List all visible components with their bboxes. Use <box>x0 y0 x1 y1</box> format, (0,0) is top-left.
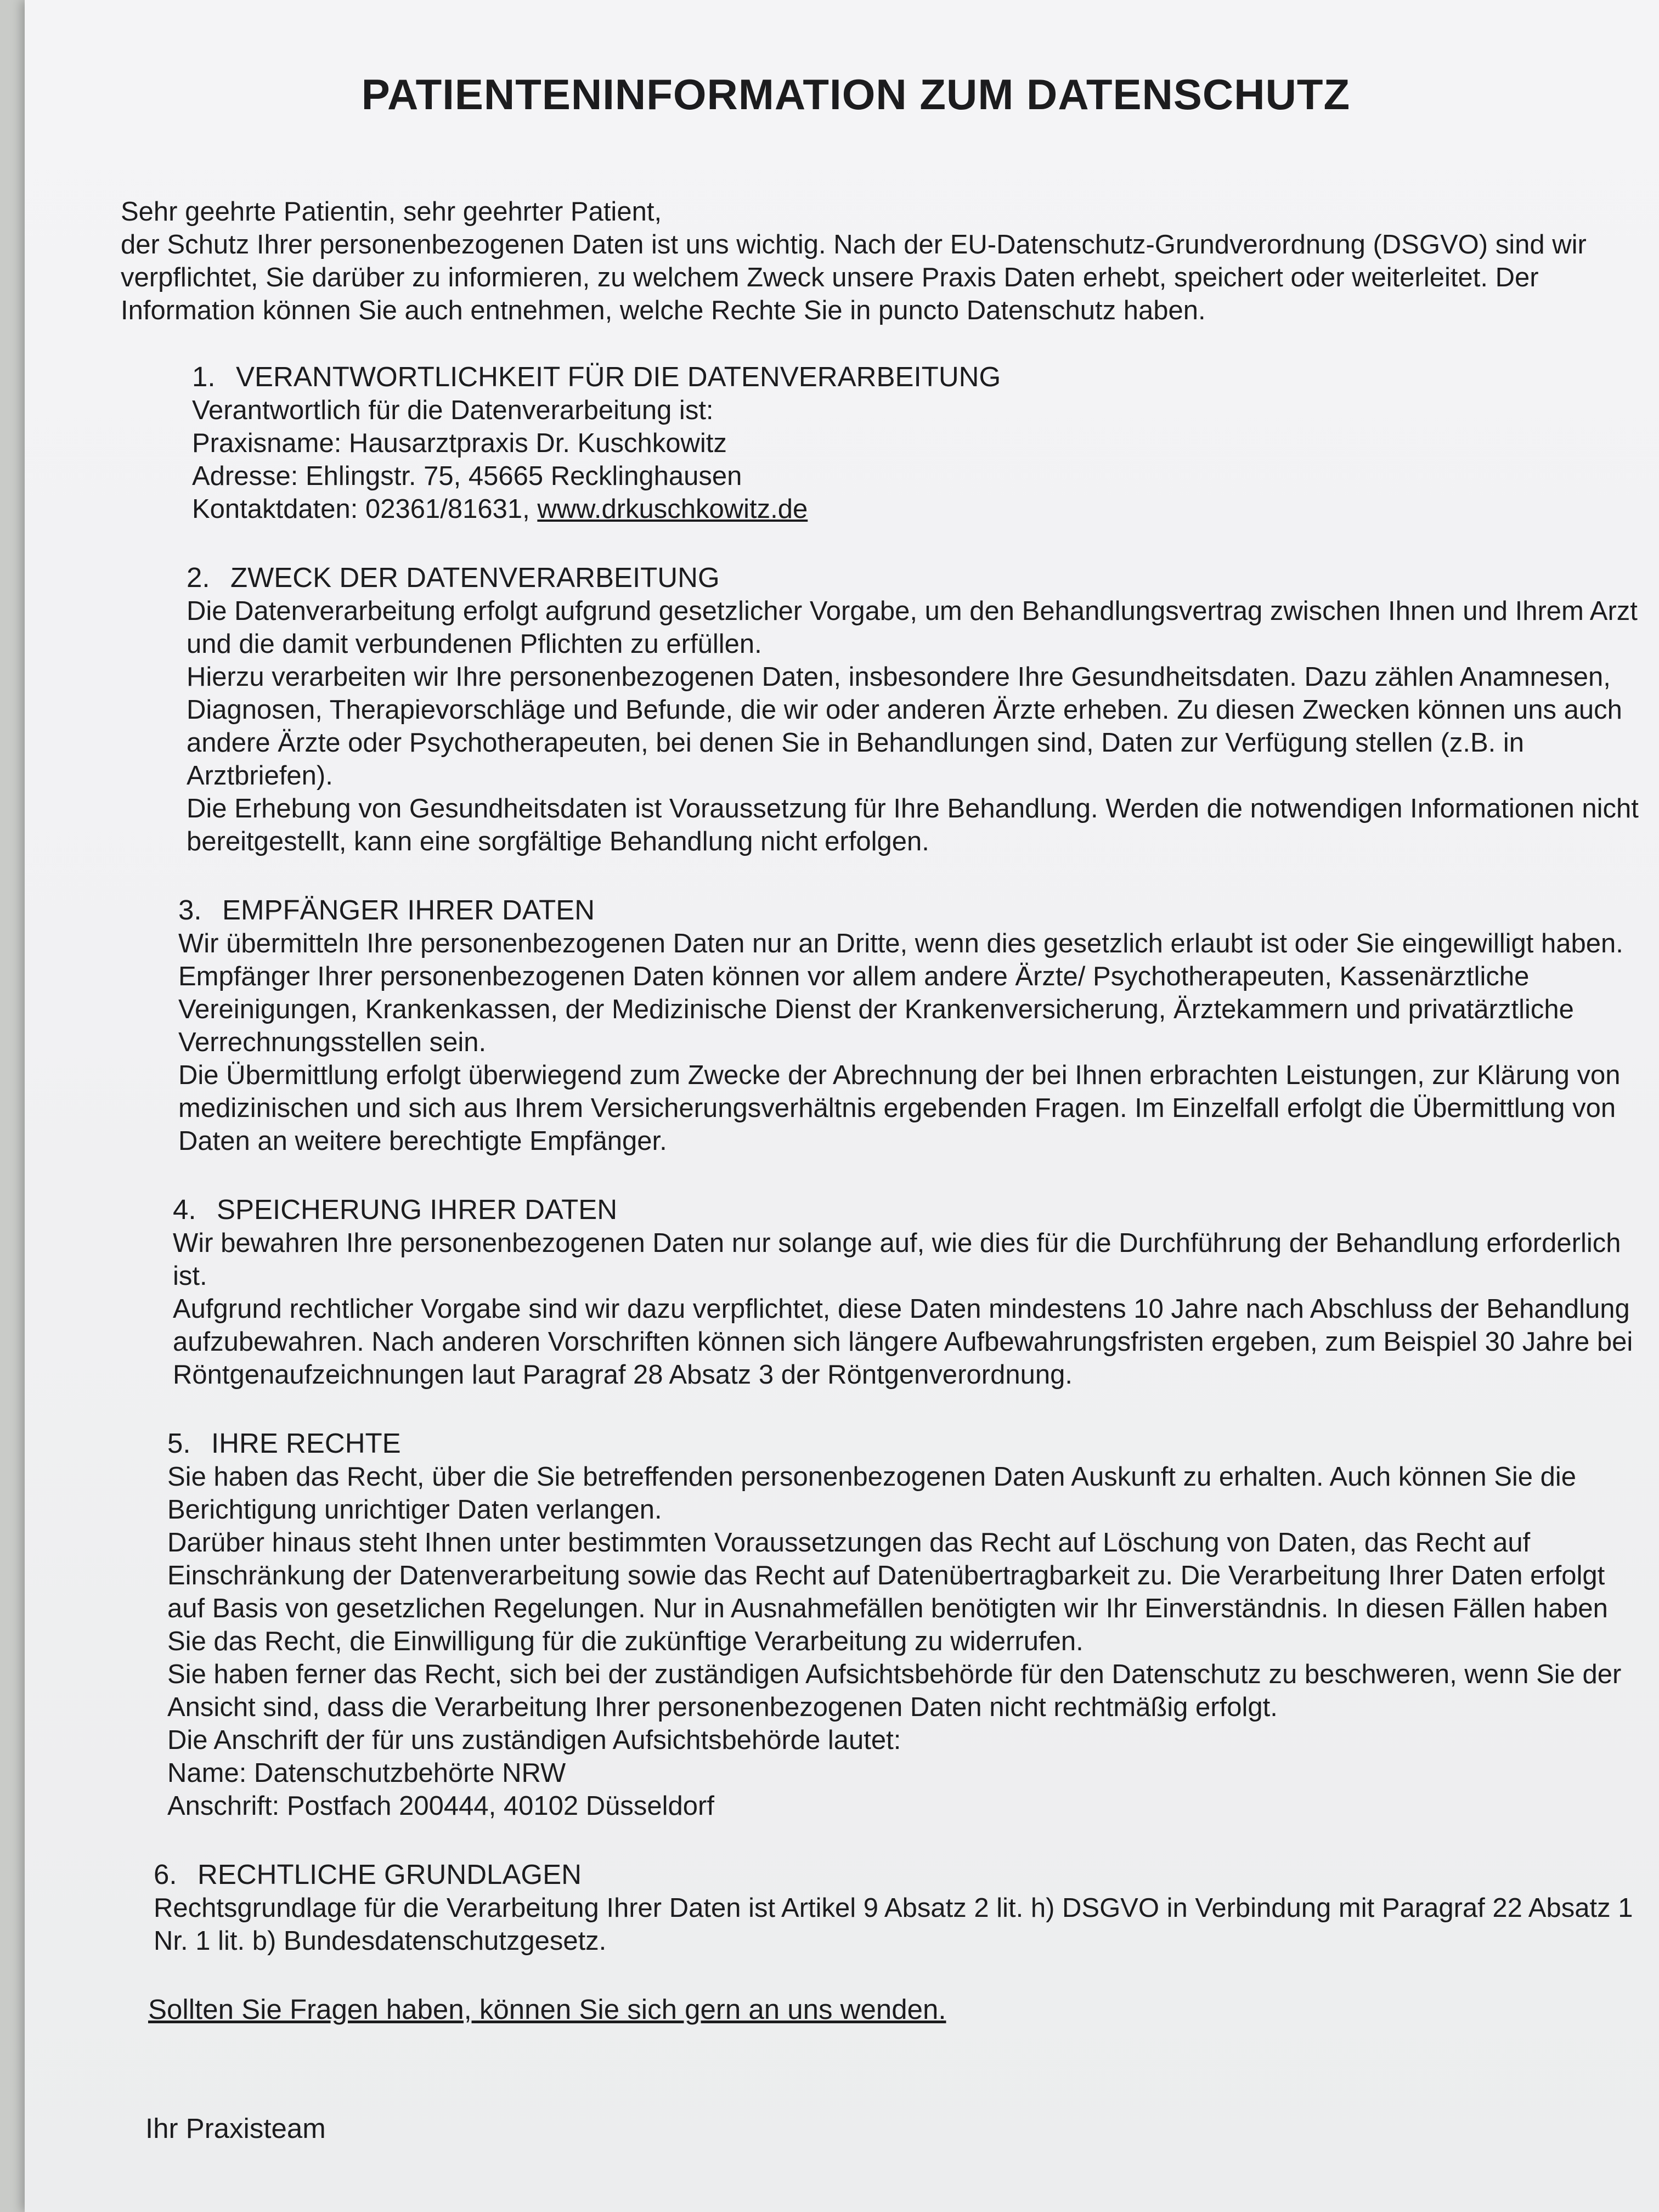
section-purpose <box>187 561 1640 858</box>
paragraph: Rechtsgrundlage für die Verarbeitung Ihrer Daten ist Artikel 9 Absatz 2 lit. h) DSGVO in Verbindung mit Paragraf 22 Absatz 1 Nr. 1 lit. b) Bundesdatenschutzgesetz. <box>154 1893 1633 1956</box>
section-content <box>173 1227 1640 1391</box>
practice-name: Praxisname: Hausarztpraxis Dr. Kuschkowitz <box>192 428 727 458</box>
authority-name: Name: Datenschutzbehörte NRW <box>167 1758 566 1788</box>
section-heading <box>178 893 1640 927</box>
section-heading <box>187 561 1640 595</box>
intro-paragraph: der Schutz Ihrer personenbezogenen Daten ist uns wichtig. Nach der EU-Datenschutz-Grundverordnung (DSGVO) sind wir verpflichtet, Sie darüber zu informieren, zu welchem Zweck unsere Praxis Daten erhebt, speichert oder weiterleitet. Der Information können Sie auch entnehmen, welche Rechte Sie in puncto Datenschutz haben. <box>121 229 1587 325</box>
section-content <box>154 1892 1640 1957</box>
section-title: EMPFÄNGER IHRER DATEN <box>222 894 595 926</box>
section-legal-basis <box>154 1858 1640 1957</box>
paragraph: Empfänger Ihrer personenbezogenen Daten können vor allem andere Ärzte/ Psychotherapeuten, Kassenärztliche Vereinigungen, Krankenkassen, der Medizinische Dienst der Krankenversicherung, Ärztekammern und privatärztliche Verrechnungsstellen sein. <box>178 961 1574 1057</box>
paragraph: Wir bewahren Ihre personenbezogenen Daten nur solange auf, wie dies für die Durchführung der Behandlung erforderlich ist. <box>173 1228 1621 1291</box>
section-heading <box>192 360 1640 394</box>
intro <box>121 195 1640 327</box>
section-content <box>178 927 1640 1158</box>
section-title: IHRE RECHTE <box>211 1427 401 1459</box>
paragraph: Sie haben das Recht, über die Sie betreffenden personenbezogenen Daten Auskunft zu erhalten. Auch können Sie die Berichtigung unrichtiger Daten verlangen. <box>167 1462 1577 1525</box>
salutation: Sehr geehrte Patientin, sehr geehrter Patient, <box>121 196 662 227</box>
signoff: Ihr Praxisteam <box>145 2112 326 2144</box>
section-heading <box>167 1426 1640 1460</box>
paragraph: Die Übermittlung erfolgt überwiegend zum Zwecke der Abrechnung der bei Ihnen erbrachten Leistungen, zur Klärung von medizinischen und sich aus Ihrem Versicherungsverhältnis ergebenden Fragen. Im Einzelfall erfolgt die Übermittlung von Daten an weitere berechtigte Empfänger. <box>178 1060 1621 1156</box>
paragraph: Die Erhebung von Gesundheitsdaten ist Voraussetzung für Ihre Behandlung. Werden die notwendigen Informationen nicht bereitgestellt, kann eine sorgfältige Behandlung nicht erfolgen. <box>187 793 1639 856</box>
section-number: 4. <box>173 1193 196 1225</box>
section-title: SPEICHERUNG IHRER DATEN <box>217 1193 618 1225</box>
paper-sheet <box>25 0 1659 2212</box>
document-title: PATIENTENINFORMATION ZUM DATENSCHUTZ <box>361 70 1351 119</box>
section-responsibility <box>192 360 1640 526</box>
section-title: ZWECK DER DATENVERARBEITUNG <box>230 561 720 593</box>
contact-phone: Kontaktdaten: 02361/81631, <box>192 494 538 524</box>
section-heading <box>173 1193 1640 1227</box>
paragraph: Wir übermitteln Ihre personenbezogenen Daten nur an Dritte, wenn dies gesetzlich erlaubt ist oder Sie eingewilligt haben. <box>178 928 1623 958</box>
website-link[interactable]: www.drkuschkowitz.de <box>537 494 808 524</box>
section-content <box>187 595 1640 858</box>
practice-address: Adresse: Ehlingstr. 75, 45665 Recklinghausen <box>192 461 742 491</box>
section-heading <box>154 1858 1640 1892</box>
section-title: RECHTLICHE GRUNDLAGEN <box>198 1858 582 1890</box>
closing-line: Sollten Sie Fragen haben, können Sie sich gern an uns wenden. <box>148 1993 946 2025</box>
paragraph: Sie haben ferner das Recht, sich bei der zuständigen Aufsichtsbehörde für den Datenschutz zu beschweren, wenn Sie der Ansicht sind, dass die Verarbeitung Ihrer personenbezogenen Daten nicht rechtmäßig erfolgt. <box>167 1659 1622 1722</box>
document-body <box>121 71 1640 2146</box>
section-rights <box>167 1426 1640 1822</box>
section-number: 1. <box>192 360 216 392</box>
section-recipients <box>178 893 1640 1158</box>
section-storage <box>173 1193 1640 1391</box>
paragraph: Aufgrund rechtlicher Vorgabe sind wir dazu verpflichtet, diese Daten mindestens 10 Jahre nach Abschluss der Behandlung aufzubewahren. Nach anderen Vorschriften können sich längere Aufbewahrungsfristen ergeben, zum Beispiel 30 Jahre bei Röntgenaufzeichnungen laut Paragraf 28 Absatz 3 der Röntgenverordnung. <box>173 1294 1633 1390</box>
section-title: VERANTWORTLICHKEIT FÜR DIE DATENVERARBEITUNG <box>236 360 1001 392</box>
section-content <box>167 1460 1640 1822</box>
practice-contact <box>192 493 1640 526</box>
responsible-label: Verantwortlich für die Datenverarbeitung ist: <box>192 395 714 425</box>
paragraph: Hierzu verarbeiten wir Ihre personenbezogenen Daten, insbesondere Ihre Gesundheitsdaten. Dazu zählen Anamnesen, Diagnosen, Therapievorschläge und Befunde, die wir oder anderen Ärzte erheben. Zu diesen Zwecken können uns auch andere Ärzte oder Psychotherapeuten, bei denen Sie in Behandlungen sind, Daten zur Verfügung stellen (z.B. in Arztbriefen). <box>187 662 1622 791</box>
section-number: 5. <box>167 1427 191 1459</box>
authority-address: Anschrift: Postfach 200444, 40102 Düsseldorf <box>167 1791 714 1821</box>
section-number: 3. <box>178 894 202 926</box>
paragraph: Die Datenverarbeitung erfolgt aufgrund gesetzlicher Vorgabe, um den Behandlungsvertrag zwischen Ihnen und Ihrem Arzt und die damit verbundenen Pflichten zu erfüllen. <box>187 596 1638 659</box>
section-number: 6. <box>154 1858 177 1890</box>
section-content <box>192 394 1640 526</box>
authority-label: Die Anschrift der für uns zuständigen Aufsichtsbehörde lautet: <box>167 1725 901 1755</box>
paragraph: Darüber hinaus steht Ihnen unter bestimmten Voraussetzungen das Recht auf Löschung von Daten, das Recht auf Einschränkung der Datenverarbeitung sowie das Recht auf Datenübertragbarkeit zu. Die Verarbeitung Ihrer Daten erfolgt auf Basis von gesetzlichen Regelungen. Nur in Ausnahmefällen benötigten wir Ihr Einverständnis. In diesen Fällen haben Sie das Recht, die Einwilligung für die zukünftige Verarbeitung zu widerrufen. <box>167 1527 1608 1656</box>
section-number: 2. <box>187 561 210 593</box>
